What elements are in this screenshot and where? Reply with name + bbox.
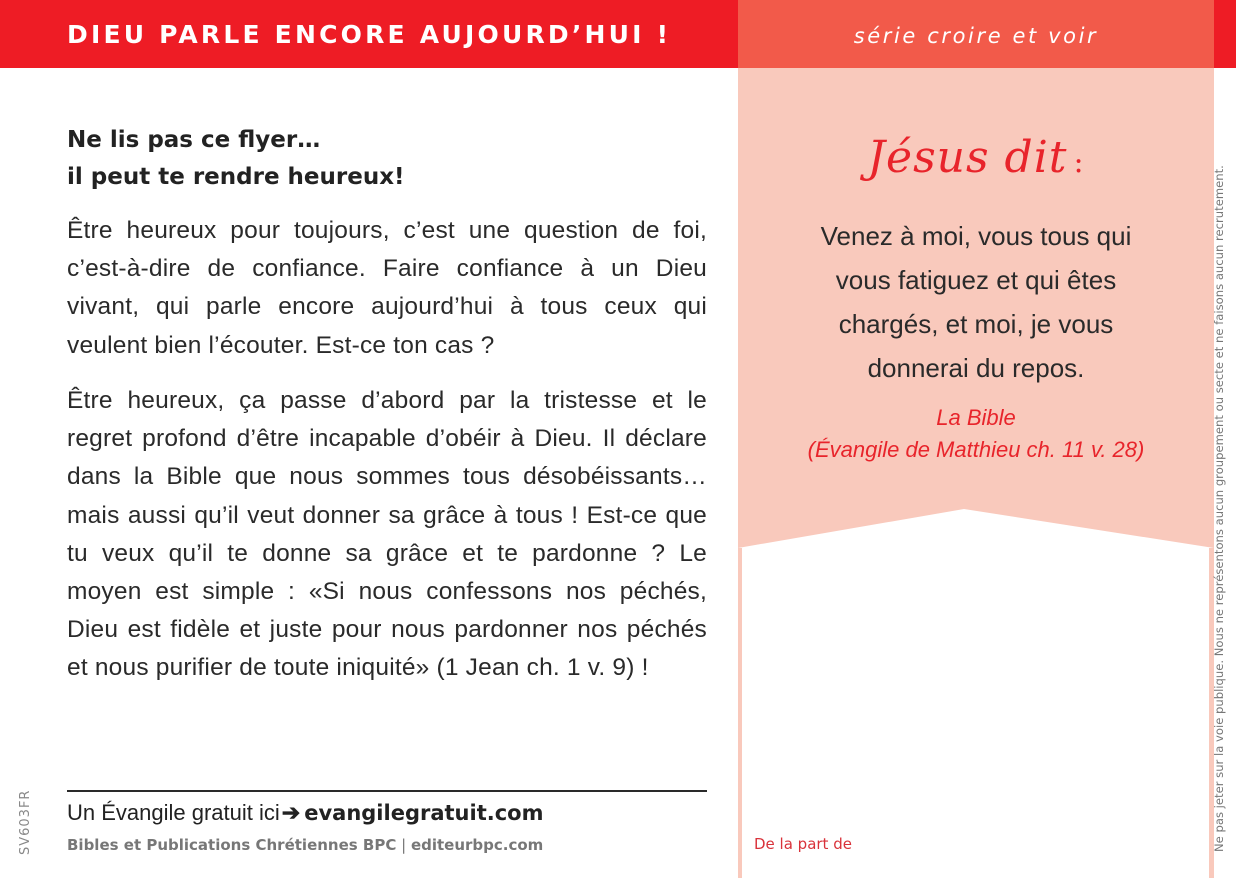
jesus-title — [738, 132, 1214, 183]
publisher-separator: | — [396, 836, 411, 854]
publisher-name: Bibles et Publications Chrétiennes BPC — [67, 836, 397, 854]
publisher-link[interactable]: editeurbpc.com — [410, 836, 544, 854]
paragraph-1: Être heureux pour toujours, c’est une question de foi, c’est-à-dire de confiance. Faire confiance à un Dieu vivant, qui parle encore aujourd’hui à tous ceux qui veulent bien l’écouter. Est-ce ton cas ? — [67, 217, 707, 359]
quote-line: donnerai du repos. — [867, 353, 1085, 383]
arrow-right-icon: ➔ — [281, 800, 301, 825]
cta-link[interactable]: evangilegratuit.com — [304, 801, 544, 825]
headline-line-2: il peut te rendre heureux! — [67, 164, 405, 190]
ribbon-shape — [738, 68, 1214, 878]
quote-line: vous fatiguez et qui êtes — [835, 265, 1117, 295]
headline — [67, 122, 707, 196]
quote-reference — [738, 402, 1214, 466]
quote-line: Venez à moi, vous tous qui — [820, 221, 1132, 251]
reference-source: La Bible — [936, 405, 1016, 430]
series-label: série croire et voir — [853, 24, 1099, 48]
cta-text: Un Évangile gratuit ici — [67, 800, 280, 825]
header-edge — [1214, 0, 1236, 68]
disclaimer: Ne pas jeter sur la voie publique. Nous ne représentons aucun groupement ou secte et ne faisons aucun recrutement. — [1212, 165, 1226, 852]
divider — [67, 790, 707, 792]
jesus-title-colon: : — [1073, 145, 1085, 180]
series-banner — [738, 0, 1214, 68]
from-label: De la part de — [754, 835, 852, 853]
bible-quote — [738, 214, 1214, 390]
paragraph-2: Être heureux, ça passe d’abord par la tristesse et le regret profond d’être incapable d’obéir à Dieu. Il déclare dans la Bible que nous sommes tous désobéissants… mais aussi qu’il veut donner sa grâce à tous ! Est-ce que tu veux qu’il te donne sa grâce et te pardonne ? Le moyen est simple : «Si nous confessons nos péchés, Dieu est fidèle et juste pour nous pardonner nos péchés et nous purifier de toute iniquité» (1 Jean ch. 1 v. 9) ! — [67, 387, 707, 682]
publisher-line — [67, 836, 543, 854]
headline-line-1: Ne lis pas ce flyer… — [67, 127, 321, 153]
product-code: SV603FR — [18, 789, 33, 855]
jesus-title-text: Jésus dit — [867, 132, 1068, 183]
quote-ribbon — [738, 68, 1214, 878]
cta-line — [67, 800, 543, 826]
header-banner — [0, 0, 738, 68]
reference-verse: (Évangile de Matthieu ch. 11 v. 28) — [807, 437, 1145, 462]
page-title: DIEU PARLE ENCORE AUJOURD’HUI ! — [67, 20, 672, 49]
quote-line: chargés, et moi, je vous — [838, 309, 1114, 339]
